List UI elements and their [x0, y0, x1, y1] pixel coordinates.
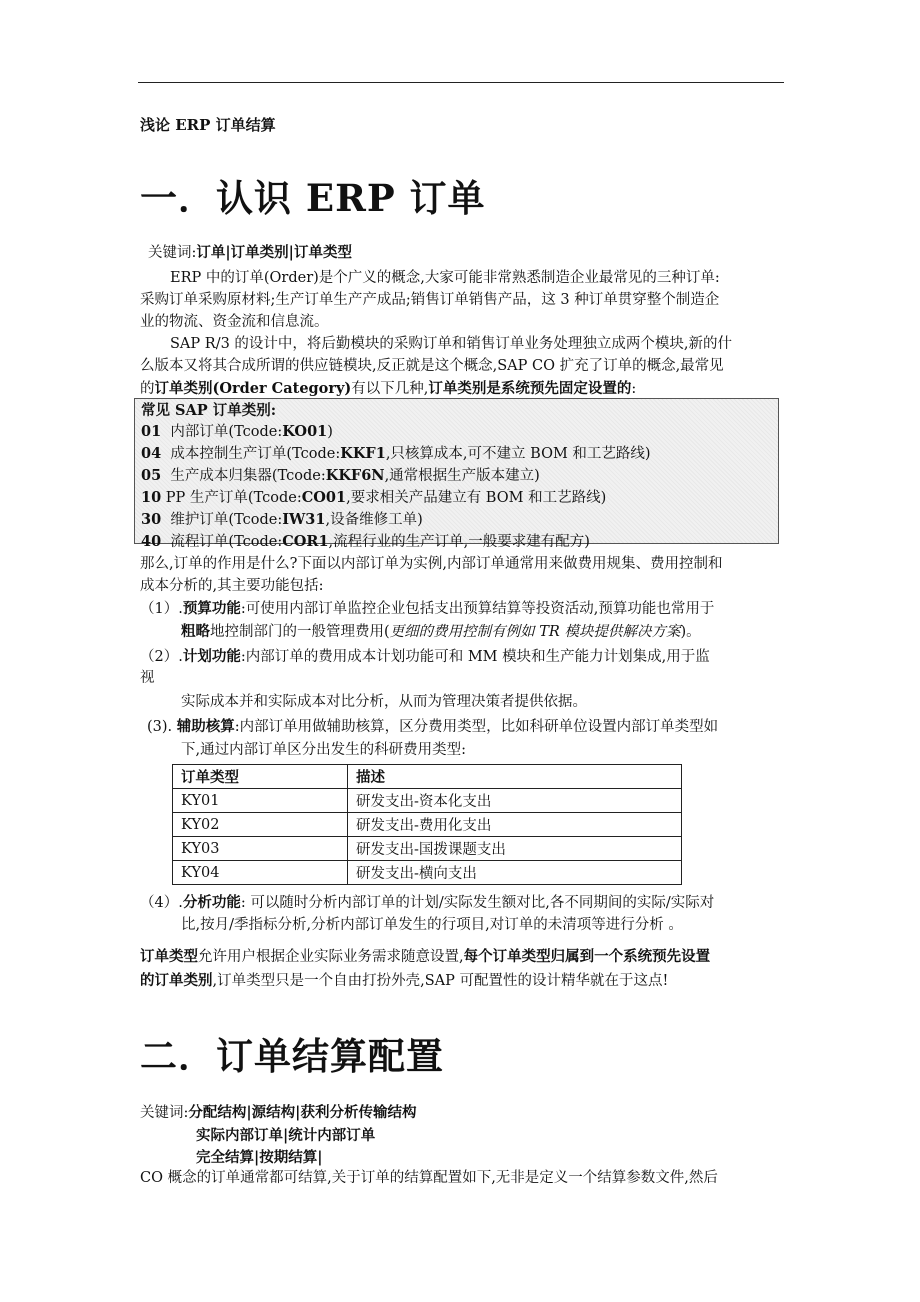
- text-run: 成本控制生产订单(Tcode:: [170, 446, 341, 462]
- paragraph-line: 实际成本并和实际成本对比分析，从而为管理决策者提供依据。: [181, 694, 587, 710]
- table-cell: KY01: [173, 789, 348, 813]
- keywords-prefix: 关键词:: [140, 1105, 189, 1121]
- emphasis-text: 订单类型: [140, 948, 198, 965]
- table-row: [173, 789, 682, 813]
- function-name: 辅助核算: [176, 718, 235, 735]
- category-code: 40: [141, 533, 162, 550]
- text-run: PP 生产订单(Tcode:: [165, 490, 302, 506]
- box-title: 常见 SAP 订单类别:: [141, 402, 277, 419]
- category-row: [141, 443, 772, 465]
- function-name: 计划功能: [182, 648, 241, 665]
- function-item-4: [140, 892, 714, 914]
- paragraph-line: 那么,订单的作用是什么?下面以内部订单为实例,内部订单通常用来做费用规集、费用控制和: [140, 556, 723, 572]
- text-run: 维护订单(Tcode:: [170, 512, 283, 528]
- section-1-keywords: [148, 242, 352, 264]
- column-header: 描述: [348, 765, 682, 789]
- paragraph-line: 成本分析的,其主要功能包括:: [140, 578, 324, 594]
- text-run: )。: [680, 624, 701, 640]
- text-run: 地控制部门的一般管理费用(: [210, 624, 390, 640]
- emphasis-text: 每个订单类型归属到一个系统预先设置: [463, 948, 711, 965]
- paragraph-line: 业的物流、资金流和信息流。: [140, 314, 329, 330]
- text-run: :: [631, 381, 637, 397]
- category-code: 04: [141, 445, 162, 462]
- category-row: [141, 465, 772, 487]
- header-rule: [138, 82, 784, 83]
- tcode: COR1: [282, 533, 329, 550]
- function-name: 预算功能: [182, 600, 241, 617]
- keywords-prefix: 关键词:: [148, 245, 197, 261]
- table-cell: 研发支出-资本化支出: [348, 789, 682, 813]
- function-item-2: [140, 646, 710, 668]
- text-run: 的: [140, 381, 155, 397]
- category-code: 10: [141, 489, 162, 506]
- item-number: （4）.: [140, 895, 183, 911]
- italic-note: 更细的费用控制有例如 TR 模块提供解决方案: [389, 624, 681, 640]
- text-run: :可使用内部订单监控企业包括支出预算结算等投资活动,预算功能也常用于: [240, 601, 715, 617]
- category-row: [141, 487, 772, 509]
- item-number: （1）.: [140, 601, 183, 617]
- table-row: [173, 861, 682, 885]
- table-row: [173, 813, 682, 837]
- paragraph-line: [181, 621, 701, 643]
- item-number: （2）.: [140, 649, 183, 665]
- table-cell: 研发支出-国拨课题支出: [348, 837, 682, 861]
- category-code: 01: [141, 423, 162, 440]
- text-run: ,订单类型只是一个自由打扮外壳,SAP 可配置性的设计精华就在于这点!: [212, 973, 669, 989]
- tcode: IW31: [282, 511, 326, 528]
- paragraph-line: 视: [140, 670, 155, 686]
- text-run: ): [327, 424, 333, 440]
- paragraph-line: 采购订单采购原材料;生产订单生产产成品;销售订单销售产品，这 3 种订单贯穿整个制造企: [140, 292, 720, 308]
- text-run: 生产成本归集器(Tcode:: [170, 468, 326, 484]
- section-1-heading: 一．认识 ERP 订单: [140, 176, 486, 220]
- text-run: 流程订单(Tcode:: [170, 534, 283, 550]
- category-row: [141, 531, 772, 553]
- paragraph-line: 么版本又将其合成所谓的供应链模块,反正就是这个概念,SAP CO 扩充了订单的概念,最常见: [140, 358, 724, 374]
- tcode: KKF1: [340, 445, 386, 462]
- emphasis-text: 订单类别是系统预先固定设置的: [428, 380, 632, 397]
- text-run: ,流程行业的生产订单,一般要求建有配方): [328, 534, 590, 550]
- emphasis-text: 粗略: [181, 623, 210, 640]
- text-run: 允许用户根据企业实际业务需求随意设置,: [198, 949, 464, 965]
- document-title: 浅论 ERP 订单结算: [140, 116, 276, 134]
- text-run: ,通常根据生产版本建立): [384, 468, 540, 484]
- tcode: KKF6N: [325, 467, 385, 484]
- paragraph-line: CO 概念的订单通常都可结算,关于订单的结算配置如下,无非是定义一个结算参数文件,然后: [140, 1170, 718, 1186]
- text-run: ,只核算成本,可不建立 BOM 和工艺路线): [385, 446, 651, 462]
- section-2-heading: 二．订单结算配置: [140, 1034, 444, 1078]
- item-number: (3).: [147, 719, 173, 735]
- category-code: 05: [141, 467, 162, 484]
- table-cell: KY04: [173, 861, 348, 885]
- function-name: 分析功能: [182, 894, 241, 911]
- table-row: [173, 837, 682, 861]
- text-run: ,要求相关产品建立有 BOM 和工艺路线): [346, 490, 607, 506]
- table-cell: 研发支出-横向支出: [348, 861, 682, 885]
- text-run: 有以下几种,: [351, 381, 429, 397]
- order-type-table: [172, 764, 682, 885]
- category-code: 30: [141, 511, 162, 528]
- table-header-row: [173, 765, 682, 789]
- order-category-box: [134, 398, 779, 550]
- emphasis-text: 的订单类别: [140, 972, 213, 989]
- text-run: :内部订单的费用成本计划功能可和 MM 模块和生产能力计划集成,用于监: [240, 649, 710, 665]
- function-item-1: [140, 598, 714, 620]
- text-run: :内部订单用做辅助核算，区分费用类型，比如科研单位设置内部订单类型如: [234, 719, 719, 735]
- tcode: CO01: [301, 489, 347, 506]
- section-2-keywords-line-2: 实际内部订单|统计内部订单: [196, 1127, 376, 1144]
- table-cell: KY02: [173, 813, 348, 837]
- keywords-text: 分配结构|源结构|获利分析传输结构: [188, 1104, 417, 1121]
- text-run: ,设备维修工单): [325, 512, 423, 528]
- function-item-3: [147, 716, 718, 738]
- paragraph-line: 比,按月/季指标分析,分析内部订单发生的行项目,对订单的未清项等进行分析 。: [181, 917, 683, 933]
- tcode: KO01: [282, 423, 328, 440]
- section-2-keywords-line-3: 完全结算|按期结算|: [196, 1149, 323, 1166]
- category-row: [141, 509, 772, 531]
- keywords-text: 订单|订单类别|订单类型: [196, 244, 352, 261]
- paragraph-line: [140, 970, 668, 992]
- paragraph-line: 下,通过内部订单区分出发生的科研费用类型:: [181, 742, 466, 758]
- table-cell: 研发支出-费用化支出: [348, 813, 682, 837]
- order-category-term: 订单类别(Order Category): [154, 380, 352, 397]
- column-header: 订单类型: [173, 765, 348, 789]
- table-cell: KY03: [173, 837, 348, 861]
- paragraph-line: [140, 378, 636, 400]
- text-run: : 可以随时分析内部订单的计划/实际发生额对比,各不同期间的实际/实际对: [240, 895, 715, 911]
- paragraph-line: [140, 946, 710, 968]
- text-run: 内部订单(Tcode:: [170, 424, 283, 440]
- paragraph-line: SAP R/3 的设计中，将后勤模块的采购订单和销售订单业务处理独立成两个模块,新的什: [170, 336, 733, 352]
- section-2-keywords: [140, 1102, 416, 1124]
- category-row: [141, 421, 772, 443]
- paragraph-line: ERP 中的订单(Order)是个广义的概念,大家可能非常熟悉制造企业最常见的三种订单:: [170, 270, 720, 286]
